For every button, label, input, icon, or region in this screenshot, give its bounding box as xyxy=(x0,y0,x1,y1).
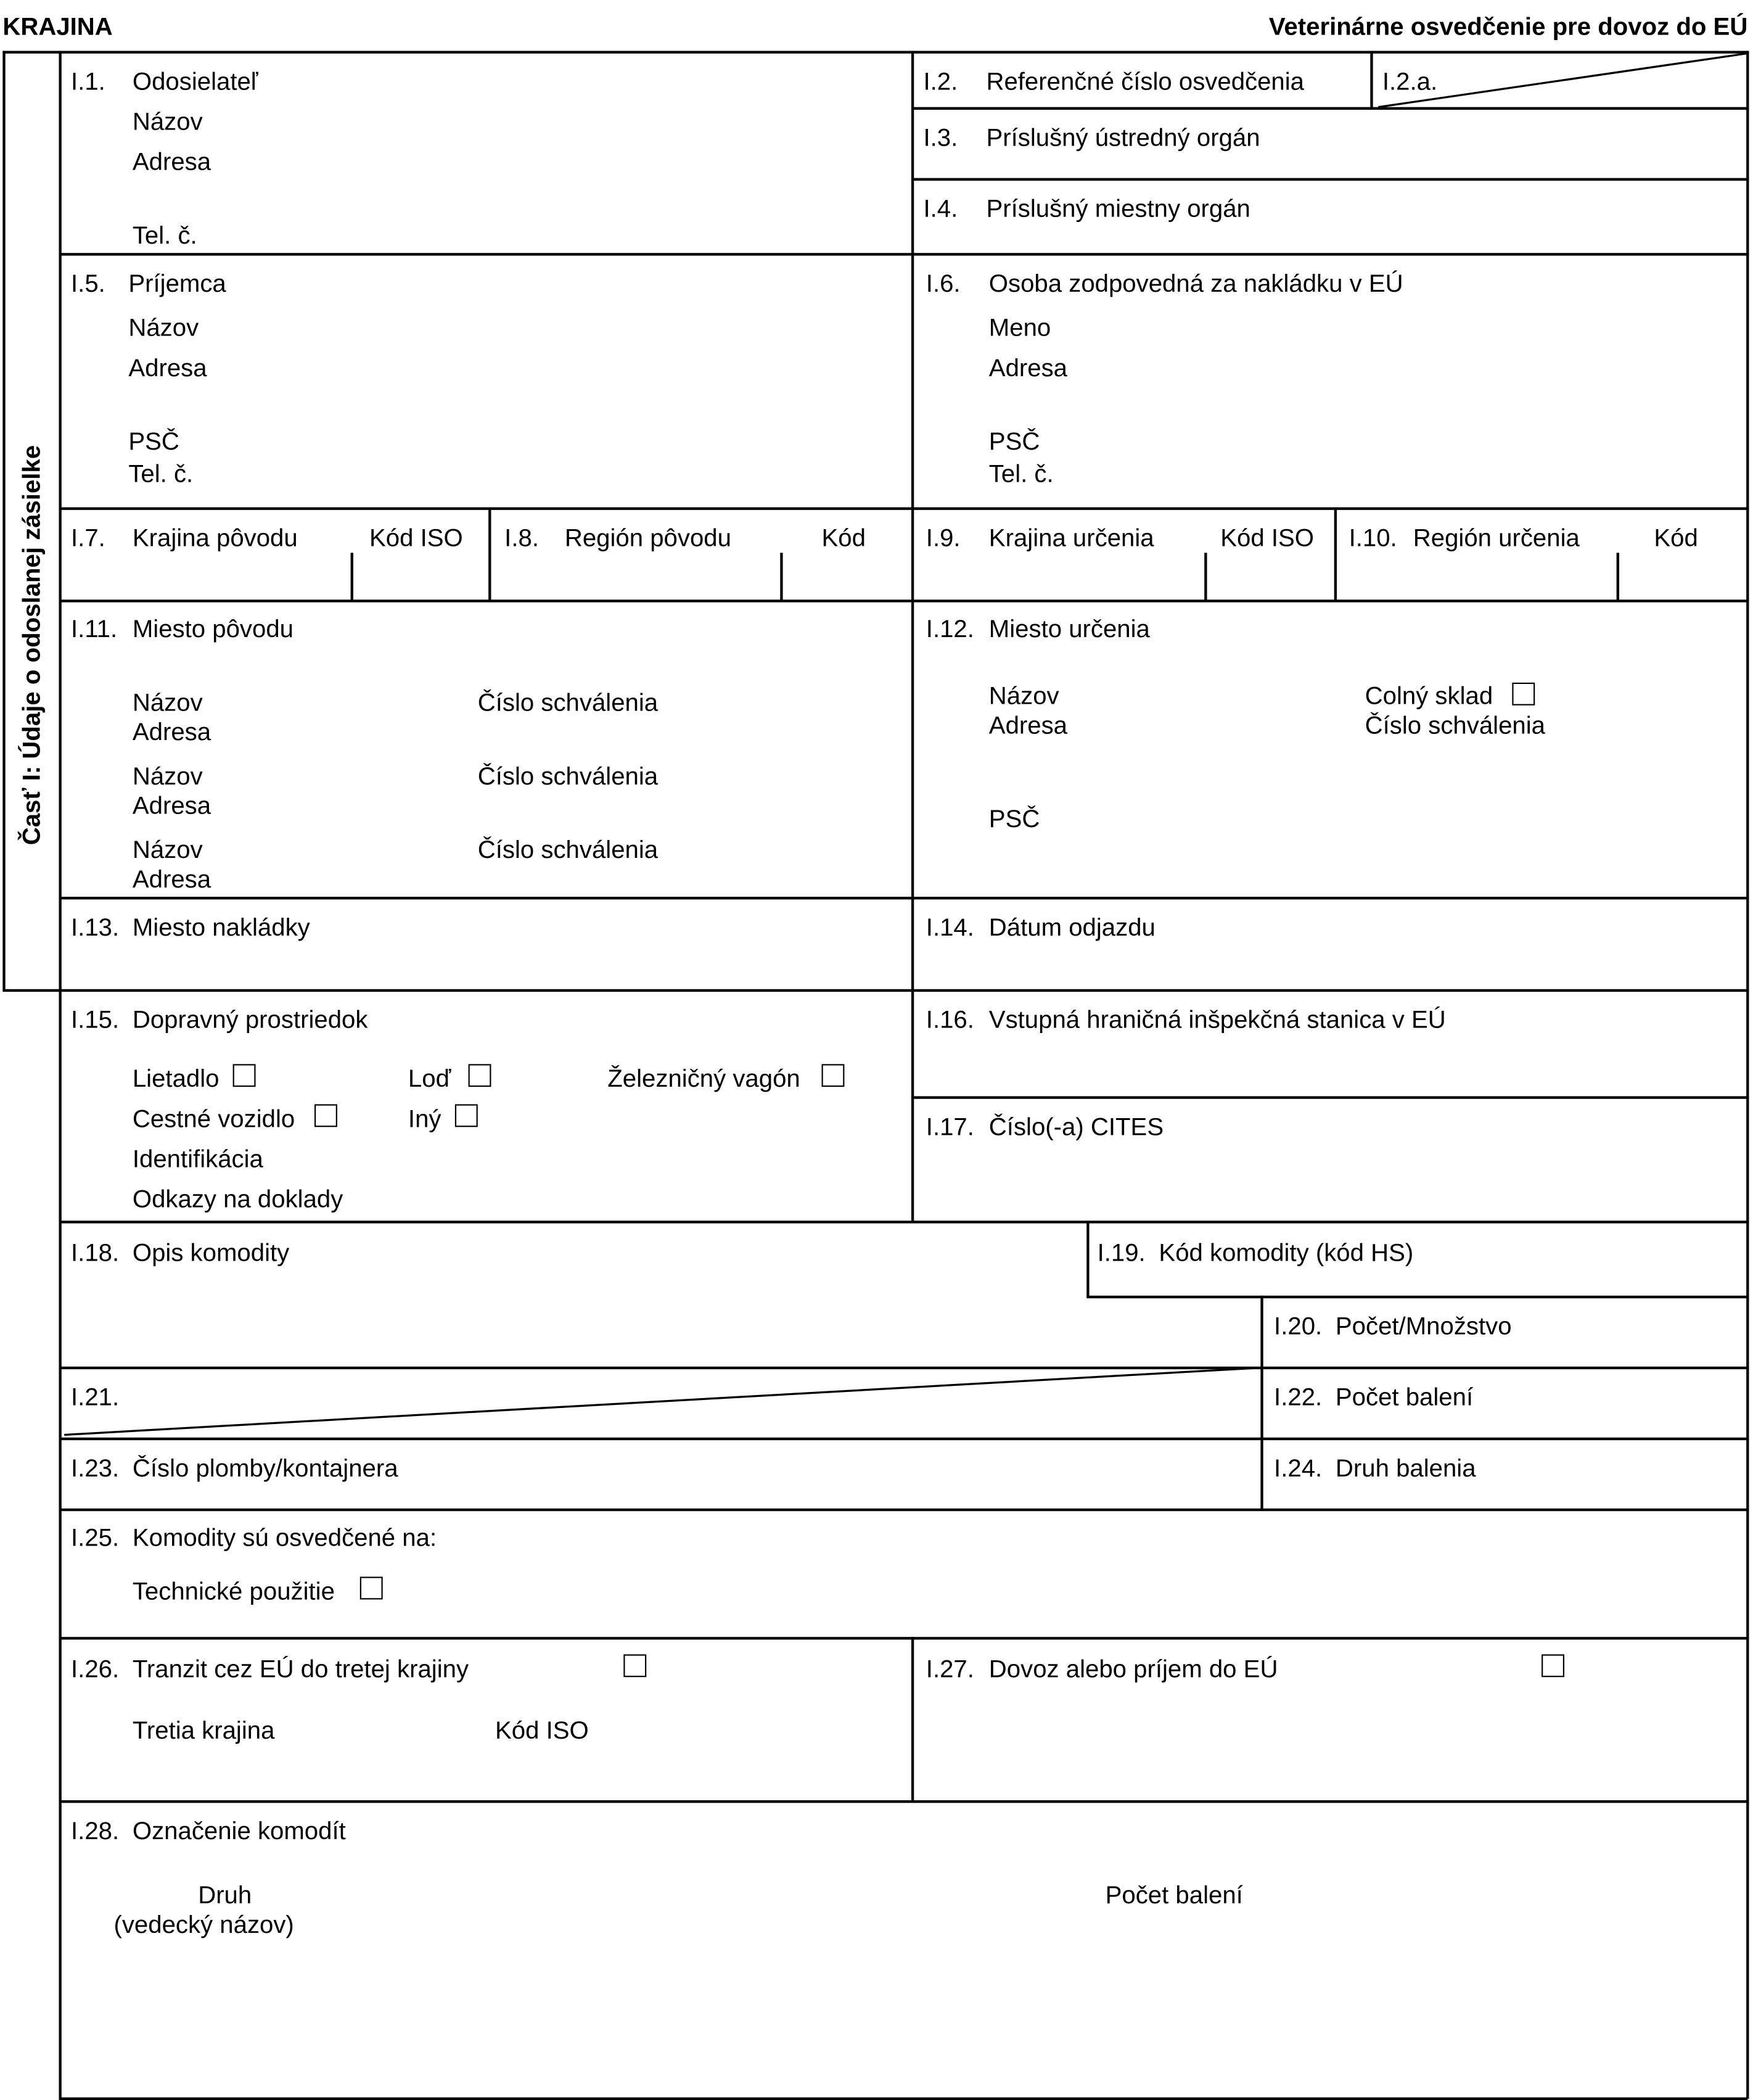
i12-address-label: Adresa xyxy=(988,710,1068,739)
strike-line-i21 xyxy=(64,1368,1258,1435)
i10-code-label: Kód xyxy=(1654,523,1698,552)
i19-number: I.19. xyxy=(1097,1238,1146,1267)
i28-number: I.28. xyxy=(71,1816,120,1845)
i11-name-label: Názov xyxy=(132,688,203,717)
i7-iso-code-label: Kód ISO xyxy=(369,523,463,552)
i11-approval-label: Číslo schválenia xyxy=(477,835,659,863)
railway-wagon-checkbox[interactable] xyxy=(822,1064,845,1087)
i9-iso-code-label: Kód ISO xyxy=(1220,523,1315,552)
i15-ident-label: Identifikácia xyxy=(132,1144,263,1173)
i25-label: Komodity sú osvedčené na: xyxy=(132,1523,437,1552)
i5-postcode-label: PSČ xyxy=(128,427,179,455)
i11-address-label: Adresa xyxy=(132,717,211,746)
i4-label: Príslušný miestny orgán xyxy=(986,194,1250,223)
i13-label: Miesto nakládky xyxy=(132,913,310,941)
i8-number: I.8. xyxy=(504,523,539,552)
i12-name-label: Názov xyxy=(988,681,1059,710)
i28-packages-label: Počet balení xyxy=(1105,1880,1243,1909)
i1-address-label: Adresa xyxy=(132,147,211,176)
i6-label: Osoba zodpovedná za nakládku v EÚ xyxy=(988,269,1403,297)
i14-label: Dátum odjazdu xyxy=(988,913,1156,941)
i7-number: I.7. xyxy=(71,523,105,552)
country-heading: KRAJINA xyxy=(2,12,113,41)
i20-label: Počet/Množstvo xyxy=(1335,1311,1512,1340)
i6-address-label: Adresa xyxy=(988,353,1068,382)
i8-label: Región pôvodu xyxy=(564,523,731,552)
i15-docs-label: Odkazy na doklady xyxy=(132,1184,343,1213)
road-vehicle-checkbox[interactable] xyxy=(314,1104,337,1127)
i11-number: I.11. xyxy=(71,614,118,643)
i15-rail-label: Železničný vagón xyxy=(607,1064,800,1092)
i24-number: I.24. xyxy=(1274,1453,1323,1482)
i11-label: Miesto pôvodu xyxy=(132,614,294,643)
i6-tel-label: Tel. č. xyxy=(988,459,1054,487)
part-one-label: Časť I: Údaje o odoslanej zásielke xyxy=(17,445,46,846)
i6-name-label: Meno xyxy=(988,313,1051,342)
i9-label: Krajina určenia xyxy=(988,523,1154,552)
i22-label: Počet balení xyxy=(1335,1382,1474,1411)
i26-iso-code-label: Kód ISO xyxy=(495,1716,589,1744)
technical-use-checkbox[interactable] xyxy=(360,1577,383,1600)
i4-number: I.4. xyxy=(923,194,958,223)
i5-tel-label: Tel. č. xyxy=(128,459,194,487)
i8-code-label: Kód xyxy=(821,523,866,552)
i28-species-label: Druh xyxy=(198,1880,252,1909)
i11-approval-label: Číslo schválenia xyxy=(477,688,659,717)
airplane-checkbox[interactable] xyxy=(233,1064,256,1087)
certificate-title: Veterinárne osvedčenie pre dovoz do EÚ xyxy=(1268,12,1748,41)
i22-number: I.22. xyxy=(1274,1382,1323,1411)
i7-label: Krajina pôvodu xyxy=(132,523,298,552)
i6-postcode-label: PSČ xyxy=(988,427,1040,455)
i12-customs-label: Colný sklad xyxy=(1365,681,1493,710)
i18-number: I.18. xyxy=(71,1238,120,1267)
i3-label: Príslušný ústredný orgán xyxy=(986,123,1260,152)
i12-number: I.12. xyxy=(926,614,974,643)
i15-plane-label: Lietadlo xyxy=(132,1064,220,1092)
i10-label: Región určenia xyxy=(1413,523,1580,552)
customs-warehouse-checkbox[interactable] xyxy=(1512,683,1535,706)
other-transport-checkbox[interactable] xyxy=(455,1104,478,1127)
i27-number: I.27. xyxy=(926,1654,974,1682)
i3-number: I.3. xyxy=(923,123,958,152)
i26-third-country-label: Tretia krajina xyxy=(132,1716,275,1744)
i5-number: I.5. xyxy=(71,269,105,297)
i25-number: I.25. xyxy=(71,1523,120,1552)
i12-approval-label: Číslo schválenia xyxy=(1365,710,1545,739)
i23-label: Číslo plomby/kontajnera xyxy=(132,1453,398,1482)
i11-approval-label: Číslo schválenia xyxy=(477,761,659,790)
i5-address-label: Adresa xyxy=(128,353,207,382)
i15-other-label: Iný xyxy=(408,1104,441,1133)
i11-address-label: Adresa xyxy=(132,791,211,820)
i28-label: Označenie komodít xyxy=(132,1816,346,1845)
i15-road-label: Cestné vozidlo xyxy=(132,1104,295,1133)
i17-number: I.17. xyxy=(926,1112,974,1141)
i17-label: Číslo(-a) CITES xyxy=(988,1112,1164,1141)
i1-tel-label: Tel. č. xyxy=(132,221,197,249)
i11-name-label: Názov xyxy=(132,761,203,790)
i11-address-label: Adresa xyxy=(132,864,211,893)
i13-number: I.13. xyxy=(71,913,120,941)
i2-label: Referenčné číslo osvedčenia xyxy=(986,67,1305,96)
i1-label: Odosielateľ xyxy=(132,67,258,96)
i21-number: I.21. xyxy=(71,1382,120,1411)
i11-name-label: Názov xyxy=(132,835,203,863)
i6-number: I.6. xyxy=(926,269,961,297)
i2-number: I.2. xyxy=(923,67,958,96)
i5-name-label: Názov xyxy=(128,313,199,342)
i1-number: I.1. xyxy=(71,67,105,96)
i19-label: Kód komodity (kód HS) xyxy=(1159,1238,1414,1267)
i26-label: Tranzit cez EÚ do tretej krajiny xyxy=(132,1654,469,1682)
ship-checkbox[interactable] xyxy=(469,1064,491,1087)
i25-technical-use-label: Technické použitie xyxy=(132,1576,335,1605)
i28-scientific-name-label: (vedecký názov) xyxy=(113,1909,294,1938)
i12-postcode-label: PSČ xyxy=(988,804,1040,833)
i20-number: I.20. xyxy=(1274,1311,1323,1340)
transit-checkbox[interactable] xyxy=(623,1654,646,1677)
i15-ship-label: Loď xyxy=(408,1064,451,1092)
i24-label: Druh balenia xyxy=(1335,1453,1476,1482)
i23-number: I.23. xyxy=(71,1453,120,1482)
i14-number: I.14. xyxy=(926,913,974,941)
i18-label: Opis komodity xyxy=(132,1238,290,1267)
i16-number: I.16. xyxy=(926,1005,974,1034)
i5-label: Príjemca xyxy=(128,269,226,297)
import-checkbox[interactable] xyxy=(1542,1654,1564,1677)
i2a-number: I.2.a. xyxy=(1382,67,1438,96)
i27-label: Dovoz alebo príjem do EÚ xyxy=(988,1654,1278,1682)
i16-label: Vstupná hraničná inšpekčná stanica v EÚ xyxy=(988,1005,1446,1034)
i10-number: I.10. xyxy=(1349,523,1397,552)
i12-label: Miesto určenia xyxy=(988,614,1150,643)
i15-number: I.15. xyxy=(71,1005,120,1034)
i26-number: I.26. xyxy=(71,1654,120,1682)
i9-number: I.9. xyxy=(926,523,961,552)
i1-name-label: Názov xyxy=(132,107,203,136)
i15-label: Dopravný prostriedok xyxy=(132,1005,368,1034)
